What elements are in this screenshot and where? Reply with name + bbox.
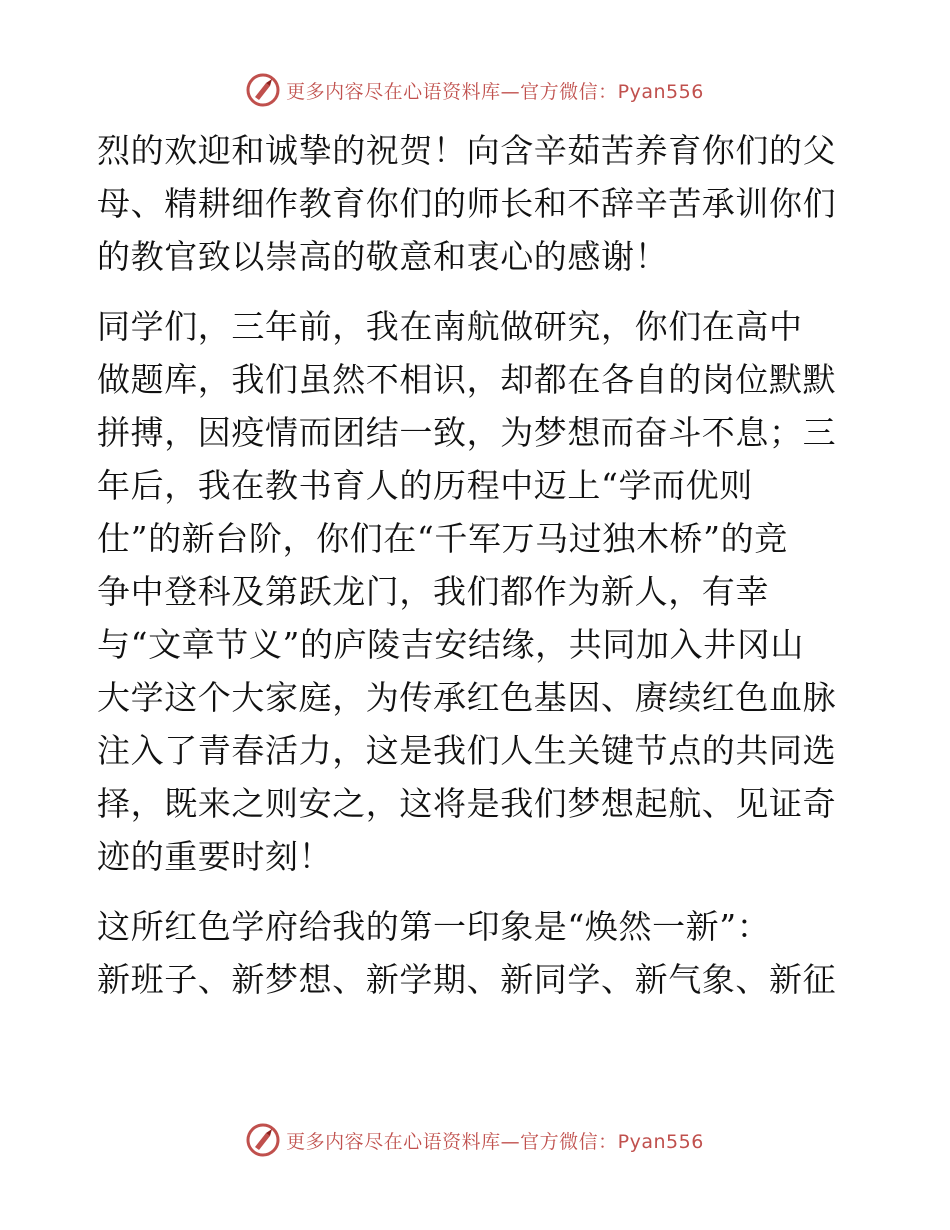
text-line: 的教官致以崇高的敬意和衷心的感谢！ bbox=[97, 237, 669, 276]
text-line: 迹的重要时刻！ bbox=[97, 837, 333, 876]
text-line: 大学这个大家庭，为传承红色基因、赓续红色血脉 bbox=[97, 678, 837, 717]
text-line: 争中登科及第跃龙门，我们都作为新人，有幸 bbox=[97, 572, 769, 611]
watermark-footer bbox=[0, 1120, 950, 1160]
text-line: 仕”的新台阶，你们在“千军万马过独木桥”的竞 bbox=[97, 519, 788, 558]
text-line: 烈的欢迎和诚挚的祝贺！向含辛茹苦养育你们的父 bbox=[97, 131, 837, 170]
text-line: 这所红色学府给我的第一印象是“焕然一新”： bbox=[97, 907, 771, 946]
document-body bbox=[97, 124, 857, 1006]
text-line: 做题库，我们虽然不相识，却都在各自的岗位默默 bbox=[97, 360, 837, 399]
watermark-header bbox=[0, 70, 950, 110]
watermark-text: 更多内容尽在心语资料库—官方微信：Pyan556 bbox=[286, 80, 704, 103]
logo-icon bbox=[246, 73, 280, 107]
text-line: 与“文章节义”的庐陵吉安结缘，共同加入井冈山 bbox=[97, 625, 804, 664]
watermark-text: 更多内容尽在心语资料库—官方微信：Pyan556 bbox=[286, 1130, 704, 1153]
text-line: 新班子、新梦想、新学期、新同学、新气象、新征 bbox=[97, 960, 837, 999]
paragraph bbox=[97, 124, 857, 283]
logo-icon bbox=[246, 1123, 280, 1157]
paragraph bbox=[97, 300, 857, 883]
text-line: 拼搏，因疫情而团结一致，为梦想而奋斗不息；三 bbox=[97, 413, 837, 452]
text-line: 母、精耕细作教育你们的师长和不辞辛苦承训你们 bbox=[97, 184, 837, 223]
text-line: 同学们，三年前，我在南航做研究，你们在高中 bbox=[97, 307, 803, 346]
text-line: 年后，我在教书育人的历程中迈上“学而优则 bbox=[97, 466, 753, 505]
text-line: 择，既来之则安之，这将是我们梦想起航、见证奇 bbox=[97, 784, 837, 823]
paragraph bbox=[97, 900, 857, 1006]
text-line: 注入了青春活力，这是我们人生关键节点的共同选 bbox=[97, 731, 837, 770]
